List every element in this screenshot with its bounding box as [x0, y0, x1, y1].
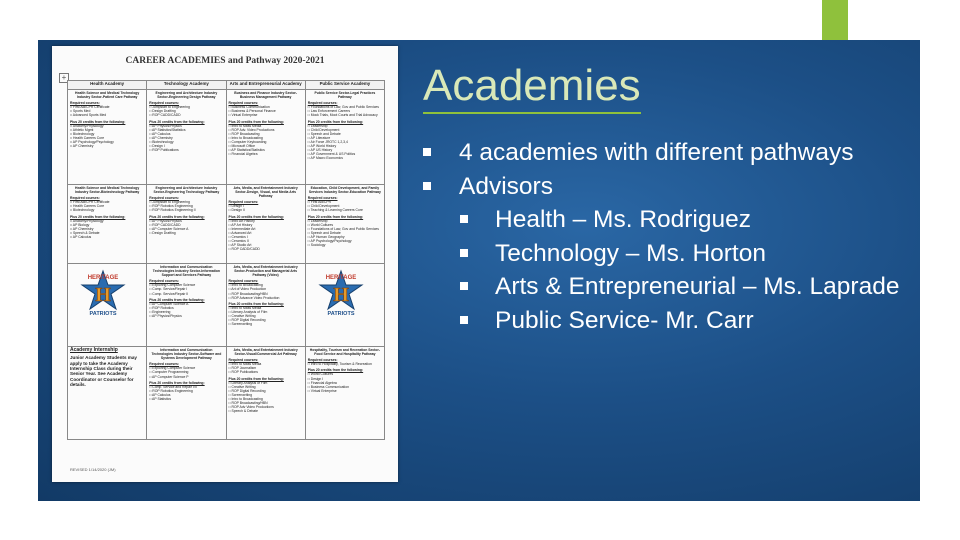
course-item: □ AP Calculus: [149, 392, 171, 397]
course-item: □ ROP Journalism: [228, 366, 257, 371]
course-item: □ Teaching & Learning Careers Core: [307, 208, 363, 213]
course-item: □ ROP Broadcasting/HBN: [228, 291, 268, 296]
expand-icon: +: [59, 73, 69, 83]
required-label: Required courses:: [228, 200, 259, 205]
course-item: □ Leadership: [307, 123, 328, 128]
course-item: □ Virtual Enterprise: [228, 113, 258, 118]
pathway-title: Education, Child Development, and Family Services Industry Sector-Education Pathway: [308, 186, 381, 195]
table-cell: [147, 90, 226, 185]
course-item: □ Microsoft Office: [228, 144, 255, 149]
course-item: □ ROP Broadcasting: [228, 131, 260, 136]
bullet-text: Health – Ms. Rodriguez: [495, 206, 752, 234]
required-label: Required courses:: [149, 101, 180, 106]
course-item: □ Speech and Debate: [307, 230, 341, 235]
required-label: Required courses:: [228, 101, 259, 106]
course-item: □ AP Calculus: [70, 235, 92, 240]
course-item: □ AP Computer Science A: [149, 301, 189, 306]
course-item: □ AP Statistics/Statistics: [149, 127, 186, 132]
course-item: □ Screenwriting: [228, 322, 253, 327]
course-item: □ First Aid/CPR: [307, 200, 332, 205]
course-item: □ AP Chemistry: [70, 226, 94, 231]
plus-credits-label: Plus 20 credits from the following:: [149, 214, 205, 219]
plus-credits-label: Plus 20 credits from the following:: [307, 214, 364, 219]
pathway-title: Arts, Media, and Entertainment Industry Sector-Design, Visual, and Media Arts Pathway: [233, 186, 298, 199]
course-item: □ Comp. Service/Repair I: [149, 287, 188, 292]
internship-title: Academy Internship: [70, 347, 118, 353]
course-item: □ AP Physics/Physics: [149, 314, 182, 319]
course-item: □ Creative Writing: [228, 314, 256, 319]
course-item: □ AP Literature: [307, 135, 331, 140]
table-cell: [226, 347, 305, 440]
course-item: □ Intro to Broadcasting: [228, 283, 263, 288]
course-item: □ Foundations of Law, Gov and Public Services: [307, 105, 379, 110]
pathway-title: Arts, Media, and Entertainment Industry Sector-Production and Managerial Arts Pathway (Video): [233, 265, 298, 278]
course-item: □ Jumpstart to Engineering: [149, 200, 190, 205]
course-item: □ Athletic Mgmt: [70, 127, 94, 132]
bullet-text: Advisors: [459, 172, 553, 200]
course-item: □ Law Enforcement Careers: [307, 109, 351, 114]
pathway-title: Public Service Sector-Legal Practices Pathway: [314, 91, 376, 100]
course-item: □ Business Communication: [228, 105, 270, 110]
course-item: □ Exploring Computer Science: [149, 366, 196, 371]
required-label: Required courses:: [149, 196, 180, 201]
course-item: □ Literary Analysis of Film: [228, 380, 268, 385]
pathway-title: Health Science and Medical Technology Industry Sector-Biotechnology Pathway: [75, 186, 140, 195]
square-bullet-icon: [423, 182, 431, 190]
course-item: □ AP Computer Science P: [149, 374, 189, 379]
course-item: □ AP Human Geography: [307, 235, 345, 240]
table-header: Arts and Entrepreneurial Academy: [226, 81, 305, 90]
table-row: [68, 185, 385, 264]
sub-bullet-item: [420, 270, 900, 304]
course-item: □ AP World History: [307, 144, 337, 149]
required-label: Required courses:: [307, 358, 338, 363]
required-label: Required courses:: [149, 279, 180, 284]
course-item: □ ROP Adv Video Productions: [228, 405, 274, 410]
svg-text:PATRIOTS: PATRIOTS: [327, 311, 355, 317]
course-item: □ ROP CADD/CADD: [149, 222, 181, 227]
academies-table: [67, 80, 385, 440]
course-item: □ AP US History: [307, 148, 333, 153]
plus-credits-label: Plus 20 credits from the following:: [70, 214, 126, 219]
course-item: □ Intermediate Art: [228, 226, 256, 231]
document-title: CAREER ACADEMIES and Pathway 2020-2021: [125, 56, 325, 66]
square-bullet-icon: [460, 249, 468, 257]
course-item: □ Foundations of Law, Gov and Public Services: [307, 226, 379, 231]
course-item: □ AP Art History: [228, 222, 253, 227]
course-item: □ ROP Broadcasting/HBN: [228, 401, 268, 406]
pathway-title: Business and Finance Industry Sector-Business Management Pathway: [234, 91, 297, 100]
course-item: □ Intro to Broadcasting: [228, 135, 263, 140]
square-bullet-icon: [460, 282, 468, 290]
plus-credits-label: Plus 20 credits from the following:: [70, 119, 126, 124]
course-item: □ ROP Robotics Engineering: [149, 388, 193, 393]
course-item: □ Literary Analysis of Film: [228, 309, 268, 314]
course-item: □ AP Chemistry: [149, 135, 173, 140]
slide-title: Academies: [423, 60, 641, 114]
course-item: □ Child Development: [307, 204, 340, 209]
course-item: □ Design II: [228, 208, 245, 213]
course-item: □ Sociology: [307, 243, 326, 248]
course-item: □ ROP Publications: [149, 148, 179, 153]
table-header: Public Service Academy: [305, 81, 384, 90]
bullet-list: [420, 136, 900, 338]
academies-document-image: [52, 46, 398, 482]
course-item: □ AP Physics/Physics: [149, 123, 182, 128]
course-item: □ ROP CADD/CADD: [149, 113, 181, 118]
table-cell: [68, 90, 147, 185]
course-item: □ Financial Algebra: [228, 152, 258, 157]
logo-cell: [68, 264, 147, 347]
course-item: □ ROP Robotics: [149, 305, 174, 310]
pathway-title: Information and Communication Technologies Industry Sector-Software and Systems Development Pathway: [151, 348, 222, 361]
table-row: [68, 347, 385, 440]
square-bullet-icon: [460, 316, 468, 324]
course-item: □ Ceramics I: [228, 235, 248, 240]
table-cell: [226, 185, 305, 264]
course-item: □ AP Studio Art: [228, 243, 252, 248]
pathway-title: Engineering and Architecture Industry Sector-Engineering Technology Pathway: [153, 186, 220, 195]
course-item: □ Sports Med: [70, 109, 91, 114]
table-cell: [305, 185, 384, 264]
course-item: □ Speech & Debate: [228, 409, 259, 414]
course-item: □ ROP Robotics Engineering II: [149, 208, 196, 213]
pathway-title: Engineering and Architecture Industry Sector-Engineering Design Pathway: [155, 91, 218, 100]
course-item: □ AP Government & US Politics: [307, 152, 356, 157]
course-item: □ Comp. Service/Repair II: [149, 291, 189, 296]
course-item: □ Intro to Hospitality, Tourism & Recreation: [307, 362, 372, 367]
sub-bullet-item: [420, 237, 900, 271]
plus-credits-label: Plus 20 credits from the following:: [149, 119, 205, 124]
table-header-row: [68, 81, 385, 90]
course-item: □ ROP CADD/CADD: [228, 247, 260, 252]
plus-credits-label: Plus 20 credits from the following:: [149, 297, 205, 302]
course-item: □ Design Drafting: [149, 109, 176, 114]
course-item: □ AP Macro Economics: [307, 156, 343, 161]
course-item: □ Intro to Mass Media: [228, 123, 262, 128]
course-item: □ AP Physics/Physics: [149, 218, 182, 223]
bullet-item: [420, 136, 900, 170]
bullet-text: 4 academies with different pathways: [459, 139, 854, 166]
svg-text:HERITAGE: HERITAGE: [87, 275, 119, 281]
bullet-text: Arts & Entrepreneurial – Ms. Laprade: [495, 273, 900, 301]
course-item: □ Business Communication: [307, 384, 349, 389]
course-item: □ ROP Publications: [228, 370, 259, 375]
course-item: □ Advanced Sports Med: [70, 113, 107, 118]
required-label: Required courses:: [70, 101, 100, 106]
pathway-title: Hospitality, Tourism and Recreation Sector-Food Service and Hospitality Pathway: [309, 348, 380, 357]
course-item: □ Speech and Debate: [307, 131, 341, 136]
square-bullet-icon: [423, 148, 431, 156]
table-header: Health Academy: [68, 81, 147, 90]
svg-text:HERITAGE: HERITAGE: [325, 275, 357, 281]
course-item: □ World Cultures: [307, 372, 334, 377]
course-item: □ ROP Adv. Video Productions: [228, 127, 275, 132]
required-label: Required courses:: [228, 358, 259, 363]
course-item: □ Virtual Enterprise: [307, 388, 337, 393]
course-item: □ Design I: [307, 376, 324, 381]
logo-cell: [305, 264, 384, 347]
plus-credits-label: Plus 20 credits from the following:: [228, 119, 284, 124]
table-cell: [147, 185, 226, 264]
course-item: □ Business & Personal Finance: [228, 109, 276, 114]
course-item: □ Health Careers Core: [70, 135, 105, 140]
course-item: □ Jumpstart to Engineering: [149, 105, 190, 110]
plus-credits-label: Plus 20 credits from the following:: [149, 380, 205, 385]
course-item: □ AP Statistics: [149, 397, 172, 402]
course-item: □ Intro to Mass Media: [228, 305, 262, 310]
course-item: □ ROP Robotics Engineering: [149, 204, 193, 209]
course-item: □ AP Psychology/Psychology: [307, 239, 352, 244]
required-label: Required courses:: [228, 279, 259, 284]
heritage-patriots-logo: [70, 269, 136, 317]
course-item: □ Child Development: [307, 127, 340, 132]
course-item: □ First Aid/CPR Certificate: [70, 105, 110, 110]
table-cell: [68, 185, 147, 264]
course-item: □ ROP Digital Recording: [228, 388, 266, 393]
pathway-title: Arts, Media, and Entertainment Industry Sector-Visual/Commercial Art Pathway: [233, 348, 298, 357]
course-item: □ Biotechnology: [149, 140, 174, 145]
table-row: [68, 264, 385, 347]
course-item: □ Computer Programming: [149, 370, 189, 375]
course-item: □ Ceramics II: [228, 239, 249, 244]
plus-credits-label: Plus 20 credits from the following:: [307, 368, 364, 373]
course-item: □ Design Drafting: [149, 230, 176, 235]
table-cell: [226, 90, 305, 185]
table-cell: [147, 264, 226, 347]
required-label: Required courses:: [307, 101, 338, 106]
course-item: □ Anatomy/Physiology: [70, 218, 104, 223]
course-item: □ Creative Writing: [228, 384, 256, 389]
course-item: □ Exploring Computer Science: [149, 283, 196, 288]
sub-bullet-item: [420, 304, 900, 338]
course-item: □ Engineering: [149, 309, 171, 314]
course-item: □ AP Chemistry: [70, 144, 94, 149]
table-cell: [147, 347, 226, 440]
required-label: Required courses:: [307, 196, 338, 201]
course-item: □ Leadership: [307, 218, 328, 223]
course-item: □ First Aid/CPR Certificate: [70, 200, 110, 205]
course-item: □ Mock Trials, Moot Courts and Trial Advocacy: [307, 113, 378, 118]
course-item: □ Anatomy/Physiology: [70, 123, 104, 128]
course-item: □ Advanced Art: [228, 230, 252, 235]
pathway-title: Information and Communication Technologies Industry Sector-Information Support and Services Pathway: [152, 265, 220, 278]
course-item: □ AP Calculus: [149, 131, 171, 136]
course-item: □ World Cultures: [307, 222, 334, 227]
plus-credits-label: Plus 20 credits from the following:: [228, 214, 284, 219]
course-item: □ Financial Algebra: [307, 380, 337, 385]
svg-text:H: H: [95, 284, 111, 306]
heritage-patriots-logo: [308, 269, 374, 317]
required-label: Required courses:: [70, 196, 100, 201]
bullet-item: [420, 170, 900, 204]
pathway-title: Health Science and Medical Technology Industry Sector-Patient Care Pathway: [75, 91, 140, 100]
internship-cell: [68, 347, 147, 440]
bullet-text: Technology – Ms. Horton: [495, 239, 766, 267]
internship-text: Junior Academy Students may apply to take the Academy Internship Class during their Senior Year. See Academy Coordinator or Counselor for details.: [70, 355, 137, 388]
course-item: □ Air Force JROTC 1,2,3,4: [307, 140, 348, 145]
course-item: □ Intro to Mass Media: [228, 362, 262, 367]
course-item: □ Biotechnology: [70, 208, 95, 213]
svg-text:PATRIOTS: PATRIOTS: [89, 311, 117, 317]
course-item: □ ROP Advance Video Production: [228, 295, 280, 300]
course-item: □ Health Careers Core: [70, 204, 105, 209]
course-item: □ Design I: [149, 144, 165, 149]
sub-bullet-item: [420, 203, 900, 237]
course-item: □ AP Statistics/Statistics: [228, 148, 265, 153]
bullet-text: Public Service- Mr. Carr: [495, 306, 754, 334]
table-cell: [305, 347, 384, 440]
plus-credits-label: Plus 20 credits from the following:: [228, 376, 284, 381]
table-row: [68, 90, 385, 185]
table-header: Technology Academy: [147, 81, 226, 90]
course-item: □ Computer Keyboarding: [228, 140, 267, 145]
plus-credits-label: Plus 20 credits from the following:: [307, 119, 364, 124]
square-bullet-icon: [460, 215, 468, 223]
document-footer: REVISED 1/14/2020 (JM): [70, 467, 116, 472]
course-item: □ Biotechnology: [70, 131, 95, 136]
course-item: □ Speech & Debate: [70, 230, 100, 235]
course-item: □ Screenwriting: [228, 392, 253, 397]
required-label: Required courses:: [149, 362, 180, 367]
course-item: □ AP Computer Science A: [149, 226, 189, 231]
course-item: □ AP Psychology/Psychology: [70, 140, 114, 145]
course-item: □ AP Biology: [70, 222, 90, 227]
course-item: □ Comp. Service and Repair I/II: [149, 384, 197, 389]
course-item: □ Design I: [228, 204, 244, 209]
course-item: □ ROP Digital Recording: [228, 318, 266, 323]
svg-text:H: H: [332, 284, 349, 306]
table-cell: [305, 90, 384, 185]
plus-credits-label: Plus 20 credits from the following:: [228, 301, 284, 306]
course-item: □ Intro to Broadcasting: [228, 397, 263, 402]
course-item: □ Intro Art History: [228, 218, 255, 223]
table-cell: [226, 264, 305, 347]
course-item: □ Art of Video Production: [228, 287, 267, 292]
